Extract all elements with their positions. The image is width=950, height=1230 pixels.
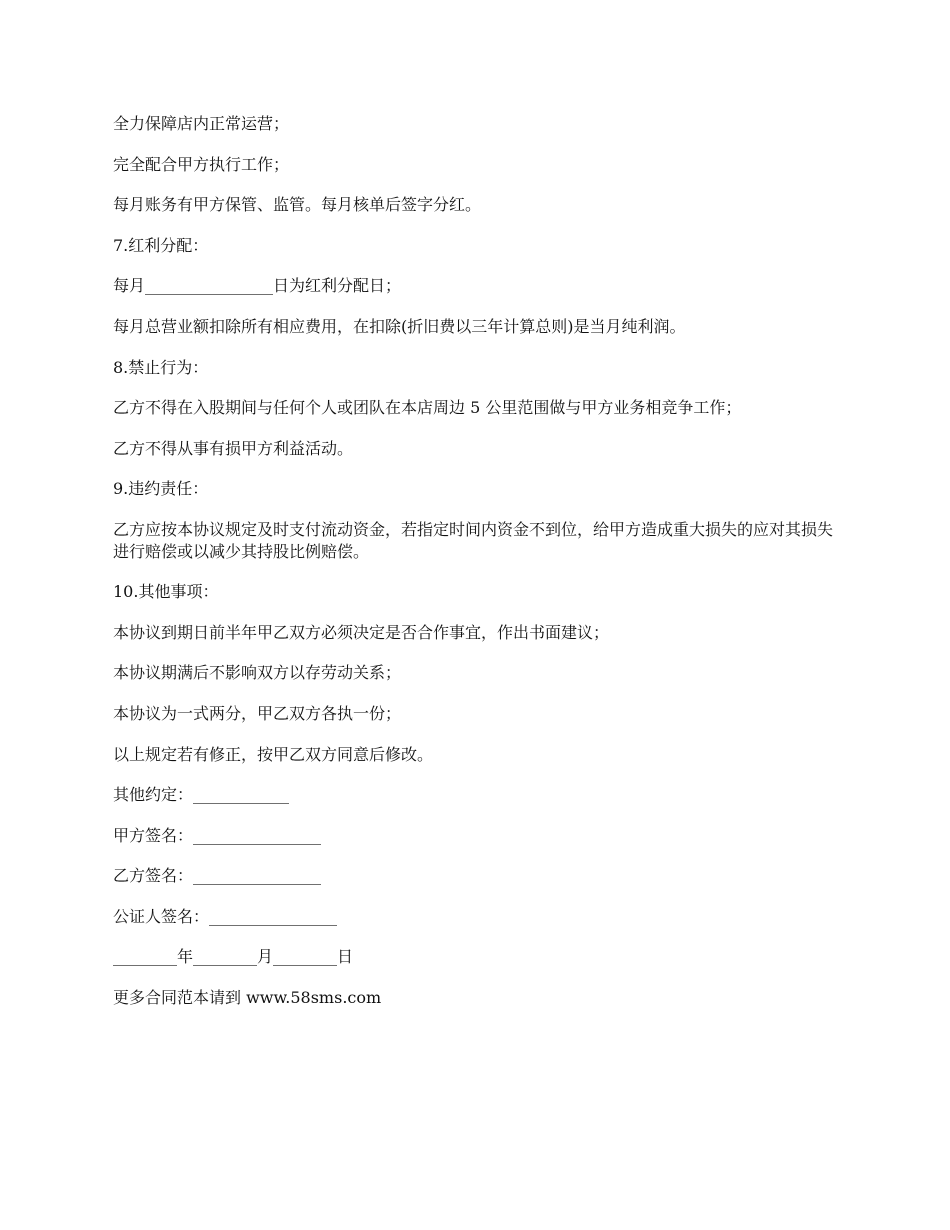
paragraph: 乙方不得在入股期间与任何个人或团队在本店周边 5 公里范围做与甲方业务相竞争工作； xyxy=(113,398,742,418)
paragraph: 乙方不得从事有损甲方利益活动。 xyxy=(113,438,354,458)
paragraph: 每月________________日为红利分配日； xyxy=(113,276,402,296)
notary-signature-line: 公证人签名：________________ xyxy=(113,906,338,926)
paragraph: 每月账务有甲方保管、监管。每月核单后签字分红。 xyxy=(113,195,482,215)
section-heading: 10.其他事项： xyxy=(113,582,219,602)
party-b-signature-line: 乙方签名：________________ xyxy=(113,866,322,886)
section-heading: 8.禁止行为： xyxy=(113,357,209,377)
paragraph: 每月总营业额扣除所有相应费用，在扣除(折旧费以三年计算总则)是当月纯利润。 xyxy=(113,316,686,336)
paragraph: 全力保障店内正常运营； xyxy=(113,114,290,133)
section-heading: 7.红利分配： xyxy=(113,235,209,255)
paragraph: 本协议到期日前半年甲乙双方必须决定是否合作事宜，作出书面建议； xyxy=(113,622,610,642)
document-body xyxy=(113,113,843,1028)
paragraph: 完全配合甲方执行工作； xyxy=(113,154,290,174)
date-line: ________年________月________日 xyxy=(113,947,354,967)
paragraph: 乙方应按本协议规定及时支付流动资金，若指定时间内资金不到位，给甲方造成重大损失的应对其损失进行赔偿或以减少其持股比例赔偿。 xyxy=(113,519,834,561)
party-a-signature-line: 甲方签名：________________ xyxy=(113,825,322,845)
paragraph: 本协议期满后不影响双方以存劳动关系； xyxy=(113,663,402,683)
section-heading: 9.违约责任： xyxy=(113,479,209,499)
paragraph: 本协议为一式两分，甲乙双方各执一份； xyxy=(113,703,402,723)
footer-note: 更多合同范本请到 www.58sms.com xyxy=(113,988,382,1008)
paragraph: 以上规定若有修正，按甲乙双方同意后修改。 xyxy=(113,744,434,764)
other-agreement-line: 其他约定：____________ xyxy=(113,785,290,805)
